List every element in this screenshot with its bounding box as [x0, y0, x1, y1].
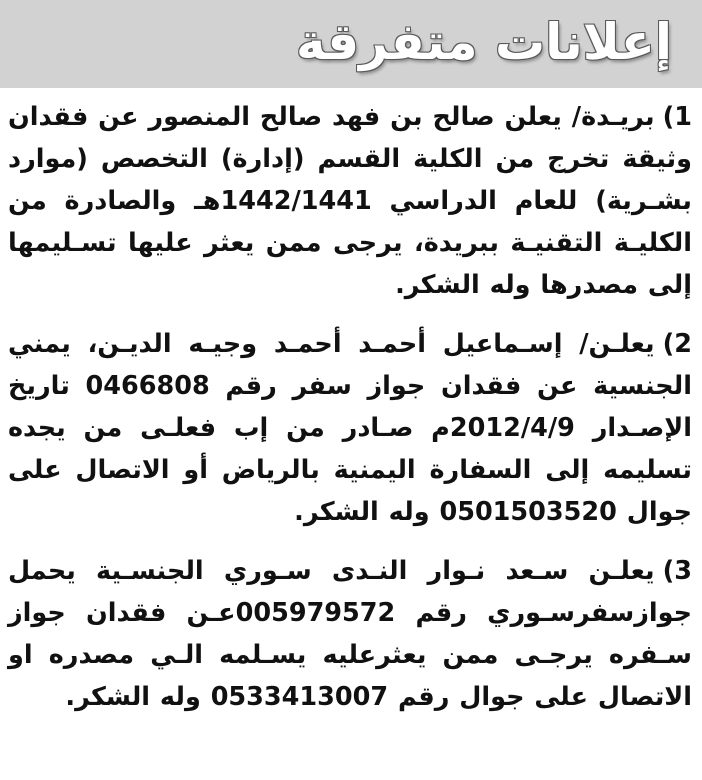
ad-item-2 [8, 323, 692, 533]
ad-text: يعلـن سـعد نـوار النـدى سـوري الجنسـية يحمل جوازسفرسـوري رقم 005979572عـن فقدان جواز سـفره يرجـى ممن يعثرعليه يسـلمه الـي مصدره او الاتصال على جوال رقم 0533413007 وله الشكر. [8, 556, 692, 712]
ad-number: 1) [662, 102, 692, 132]
ad-item-1 [8, 96, 692, 306]
classified-ads-list [8, 96, 692, 718]
ad-text: يعلـن/ إسـماعيل أحمـد أحمـد وجيـه الديـن، يمني الجنسية عن فقدان جواز سفر رقم 0466808 تاريخ الإصـدار 2012/4/9م صـادر من إب فعلـى من يجده تسليمه إلى السفارة اليمنية بالرياض أو الاتصال على جوال 0501503520 وله الشكر. [8, 329, 692, 527]
ad-text: بريـدة/ يعلن صالح بن فهد صالح المنصور عن فقدان وثيقة تخرج من الكلية القسم (إدارة) التخصص (موارد بشـرية) للعام الدراسي 1442/1441هـ والصادرة من الكليـة التقنيـة ببريدة، يرجى ممن يعثر عليها تسـليمها إلى مصدرها وله الشكر. [8, 102, 692, 300]
section-title: إعلانات متفرقة [296, 13, 672, 71]
ad-number: 3) [662, 556, 692, 586]
ad-number: 2) [662, 329, 692, 359]
ad-item-3 [8, 550, 692, 718]
section-header-band [0, 0, 702, 88]
